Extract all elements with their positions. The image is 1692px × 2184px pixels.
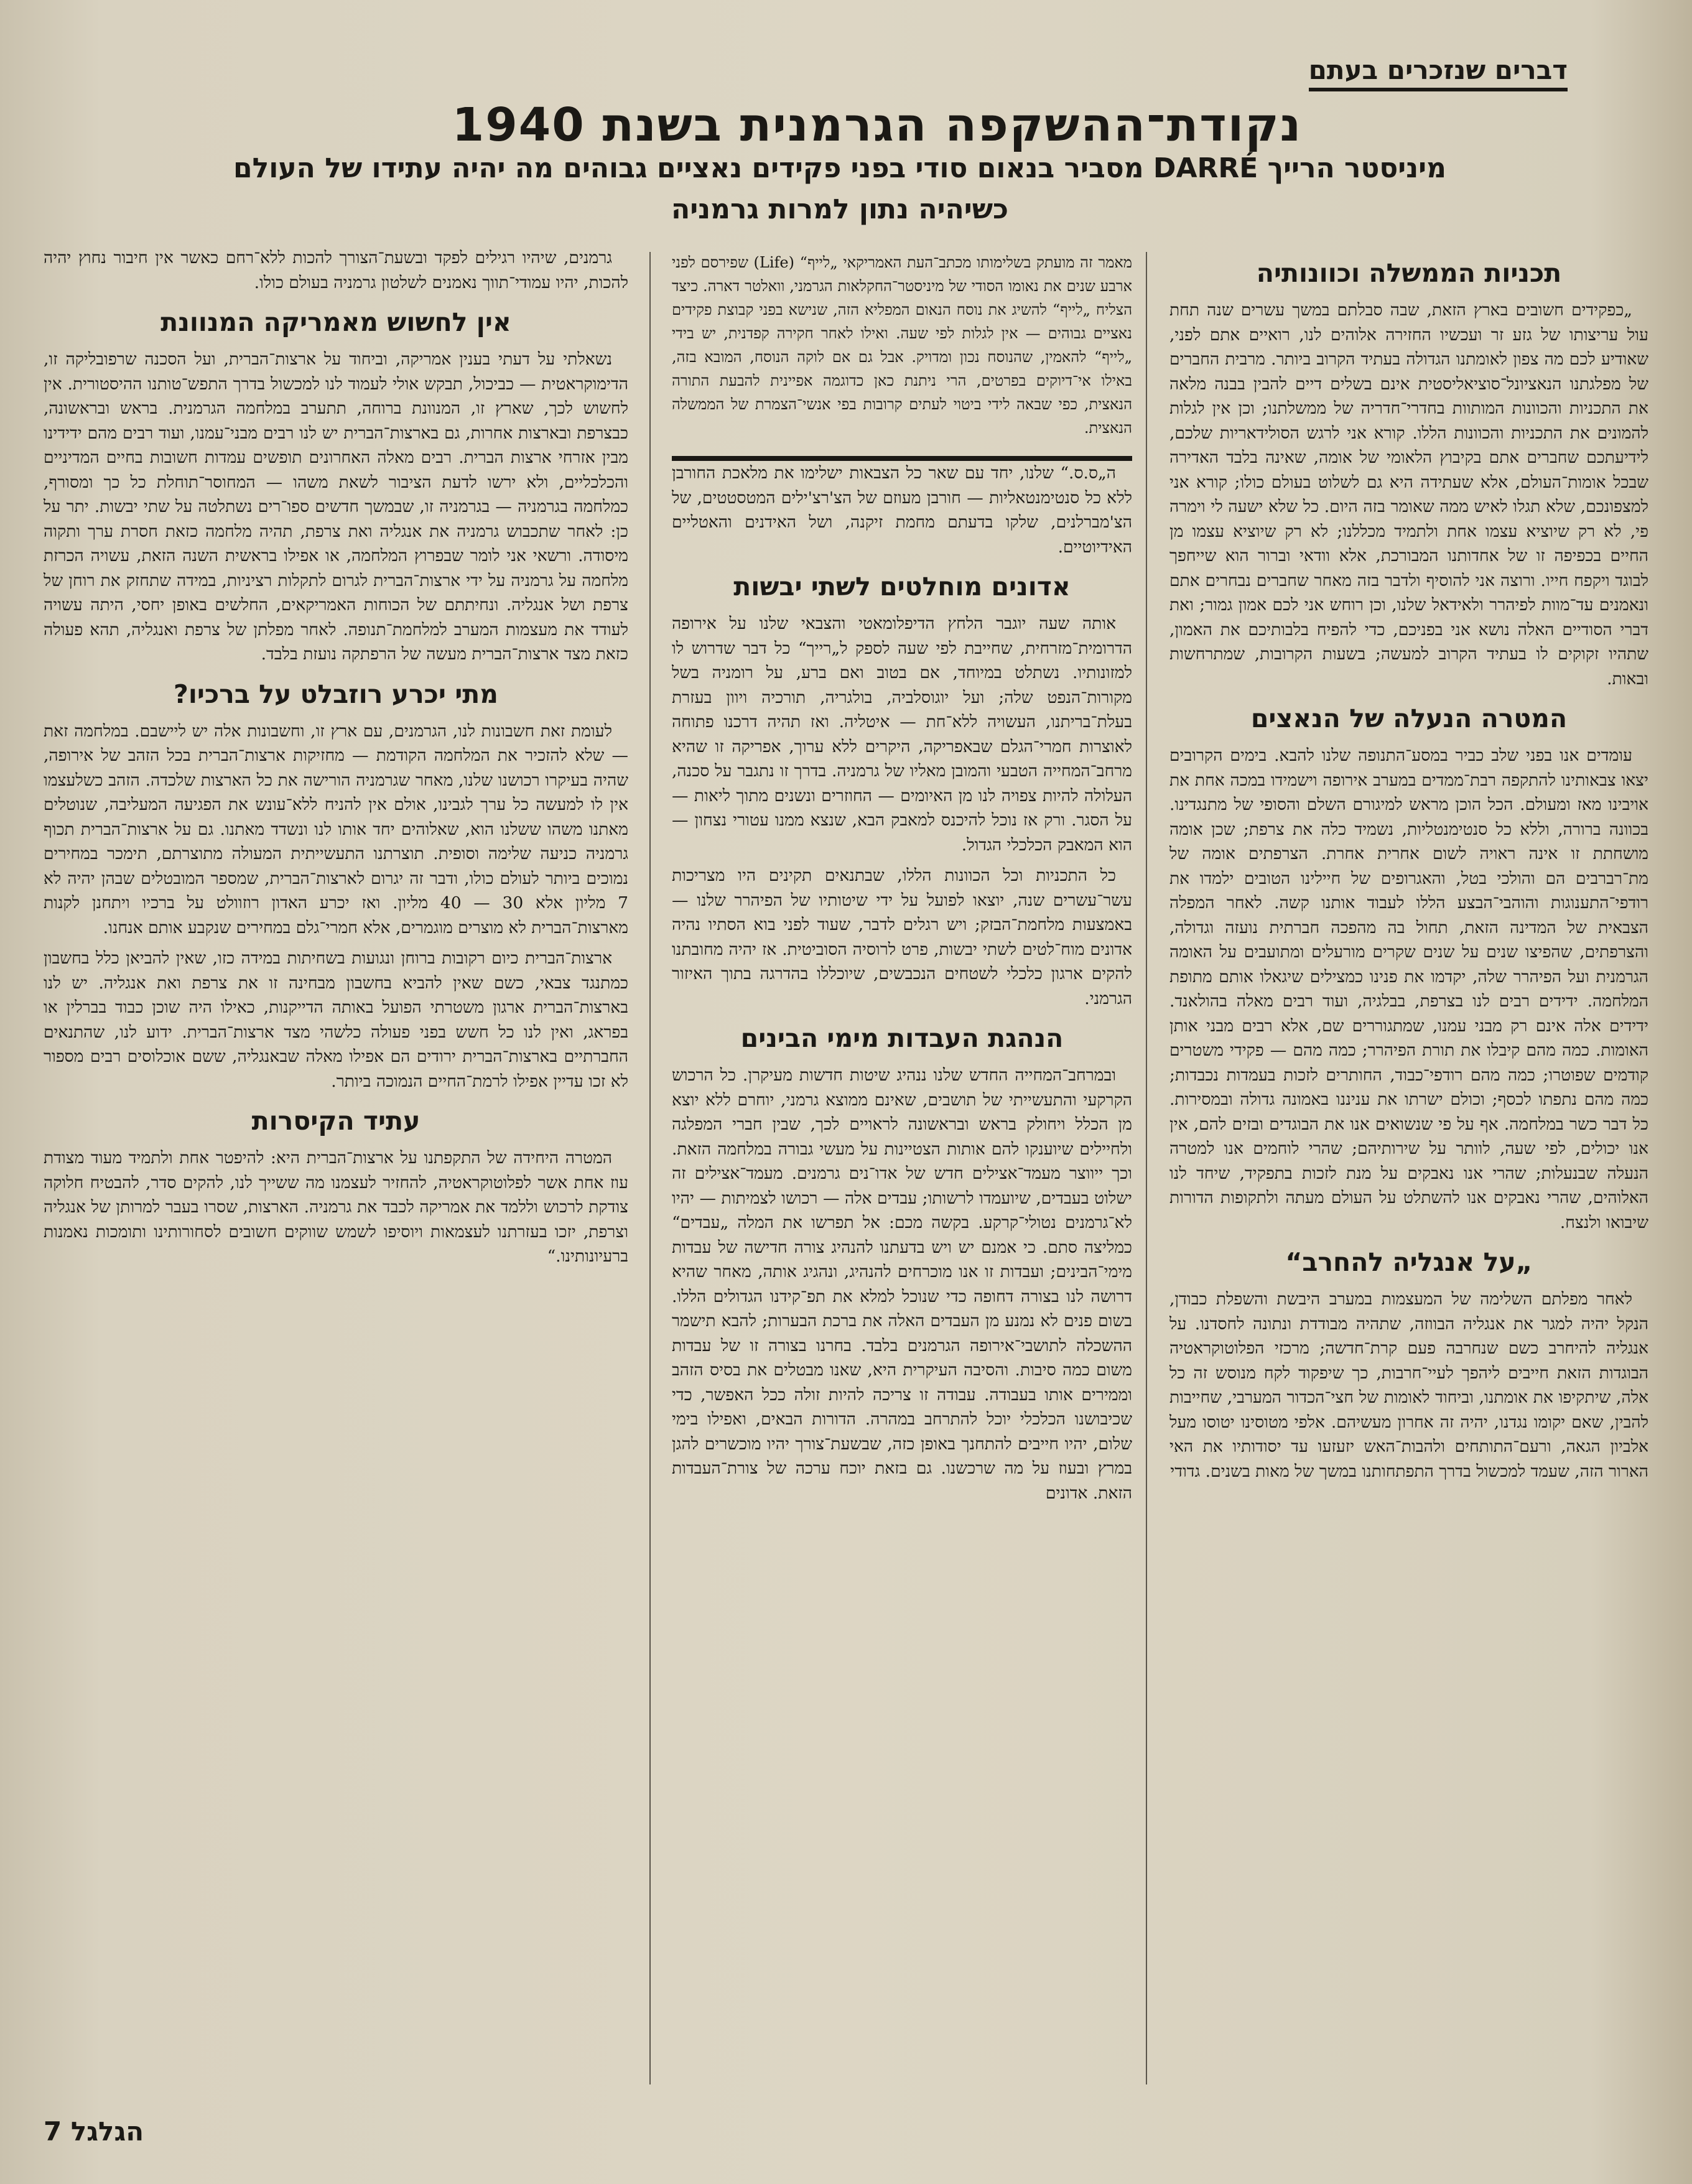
subheadline-line-2: כשיהיה נתון למרות גרמניה <box>671 193 1009 225</box>
section-kicker: דברים שנזכרים בעתם <box>1309 55 1568 91</box>
body-paragraph: ארצות־הברית כיום רקובות ברוחן ונגועות בשחיתות במידה כזו, שאין להביאן כלל בחשבון כמתנגד צבאי, כשם שאין להביא בחשבון מבחינה זו את צרפת ואת אנגליה. יש לנו בארצות־הברית ארגון משטרתי הפועל באותה הדייקנות, כאילו היה שוכן כבוד בברלין או בפראג, ואין לנו כל חשש בפני פעולה כלשהי מצד ארצות־הברית. ידוע לנו, שהתנאים החברתיים בארצות־הברית ירודים הם אפילו מאלה שבאנגליה, ששם אוכלוסים רבים מספור לא זכו עדיין אפילו לרמת־החיים הנמוכה ביותר. <box>44 949 628 1091</box>
headline: נקודת־ההשקפה הגרמנית בשנת 1940 <box>452 98 1303 152</box>
body-paragraph: כל התכניות וכל הכוונות הללו, שבתנאים תקינים היו מצריכות עשר־עשרים שנה, יוצאו לפועל על ידי שיטותיו של הפיהרר שלנו — באמצעות מלחמת־הבזק; ויש רגלים לדבר, שעוד לפני בוא הסתיו נהיה אדונים מוח־לטים לשתי יבשות, פרט לרוסיה הסוביטית. אז יהיה מחובתנו להקים ארגון כלכלי לשטחים הנכבשים, שיוכללו בהדרגה בתוך האיזור הגרמני. <box>672 866 1132 1008</box>
section-heading: תכניות הממשלה וכוונותיה <box>1256 258 1562 288</box>
column-rule <box>1146 252 1147 2084</box>
page-folio: הגלגל 7 <box>44 2116 144 2147</box>
body-paragraph: אותה שעה יוגבר הלחץ הדיפלומאטי והצבאי שלנו על אירופה הדרומית־מזרחית, שחייבת לפי שעה לספק ל„רייך“ כל דבר שדרוש לו למזונותיו. נשתלט במיוחד, אם בטוב ואם ברע, על רומניה בשל מקורות־הנפט שלה; ועל יוגוסלביה, בולגריה, תורכיה ויוון בעזרת בעלת־בריתנו, העשויה ללא־חת — איטליה. ואז תהיה דרכנו פתוחה לאוצרות חמרי־הגלם שבאפריקה, היקרים ללא ערוך, אפריקה זו שהיא מרחב־המחייה הטבעי והמובן מאליו של גרמניה. בדרך זו נתגבר על סכנה, העלולה להיות צפויה לנו מן האיומים — החוזרים ונשנים מתוך ליאות — על הסגר. ורק אז נוכל להיכנס למאבק הבא, שנצא ממנו עטורי נצחון — הוא המאבק הכלכלי הגדול. <box>672 614 1132 855</box>
section-heading: אין לחשוש מאמריקה המנוונת <box>160 307 511 337</box>
column-left <box>44 246 628 2109</box>
section-heading: הנהגת העבדות מימי הבינים <box>740 1023 1064 1053</box>
body-paragraph: „כפקידים חשובים בארץ הזאת, שבה סבלתם במשך עשרים שנה תחת עול עריצותו של גזע זר ועכשיו החזירה אלוהים לנו, רואיים אתם לפני, שאודיע לכם מה צפון לאומתנו הגדולה בעתיד הקרוב ביותר. מרבית החברים של מפלגתנו הנאציונל־סוציאליסטית אינם בשלים דיים להבין בבנה מלאה את התכניות והכוונות המותוות בחדרי־חדריה של ממשלתנו; וכן אין לגלות להמונים את התכניות והכוונות הללו. קורא אני לרגש הסולידאריות שלכם, לידיעתכם שחברים אתם בקיבוץ הלאומי של אומה, שאינה בלבד האדירה שבכל אומות־העולם, אלא שעתידה היא גם לשלוט בעולם כולו; קורא אני למצפונכם, שלא תגלו לאיש ממה שאומר בזה היום. כל שלא ישעה לי וימרה פי, לא רק שיוציא עצמו אחת ולתמיד מכללנו; לא רק שיוציא עצמו מן החיים בכפיפה זו של אחדותנו המבורכת, אלא וודאי וברור הוא שייחפך לבוגד ויקפח חייו. ורוצה אני להוסיף ולדבר בזה מאחר שחברים נבחרים אתם ונאמנים עד־מוות לפיהרר ולאידאל שלנו, וכן רוחש אני לכם אמון גמור; ואת דברי הסודיים האלה נושא אני בפניכם, כדי להפיח בלבותיכם את האמון, שתהיו זקוקים לו בעתיד הקרוב למעשה; בשעות הקרובות, שמתרחשות ובאות. <box>1169 300 1648 689</box>
column-rule <box>649 252 651 2084</box>
section-heading: „על אנגליה להחרב“ <box>1285 1247 1533 1277</box>
body-paragraph: עומדים אנו בפני שלב כביר במסע־התנופה שלנו להבא. בימים הקרובים יצאו צבאותינו להתקפה רבת־ממדים במערב אירופה וישמידו במכה אחת את אויבינו מאז ומעולם. הכל הוכן מראש למיגורם השלם והסופי של מתנגדינו. בכוונה ברורה, וללא כל סנטימנטליות, נשמיד כלה את צרפת; שכן אומה מושחתת זו אינה ראויה לשום אחרית אחרת. הצרפתים אומה של מת־רברבים הם והולכי בטל, והאגרופים של חיילינו הטובים ילמדו את רודפי־התענוגות והוהבי־הבצע הללו לעבוד אותנו קשה. לאחר המפלה הצבאית של המדינה הזאת, תחול בה מהפכה חברתית נועזה וגדולה, והצרפתים, שהפיצו שנים על שנים שקרים מורעלים ומתועבים על האומה הגרמנית ועל הפיהרר שלה, יקדמו את פנינו כמצילים שיגאלו אותם מתופת המלחמה. ידידים רבים לנו בצרפת, בבלגיה, ועוד רבים מאלה בהולאנד. ידידים אלה אינם רק מבני עמנו, שמתגוררים שם, אלא רבים מבני אותן האומות. כמה מהם קיבלו את תורת הפיהרר; כמה מהם — פקידי משטרים קודמים שפוטרו; כמה מהם רודפי־כבוד, החותרים לזכות בעמדות נכבדות; כמה מהם נתפתו לכסף; וכולם ישרתו את עניננו באמונה גדולה ובמסירות. כל דבר כשר במלחמה. אף על פי שנשואים אנו את הבוגדים ובזים להם, אין אנו יכולים, לפי שעה, לוותר על שירותיהם; שהרי לוחמים אנו למטרה הנעלה שבנעלות; שהרי אנו נאבקים על מנת לזכות בתפקיד, שיחד לנו האלוהים, שהרי נאבקים אנו להשתלט על העולם מעתה ולתקופות הדורות שיבואו ולנצח. <box>1169 746 1648 1232</box>
body-paragraph: לאחר מפלתם השלימה של המעצמות במערב היבשת והשפלת כבודן, הנקל יהיה למגר את אנגליה הבווזה, שתהיה מבודדת ונתונה לחסדנו. על אנגליה להיחרב כשם שנחרבה פעם קרת־חדשה; מרכזי הפלוטוקראטיה הבוגדות הזאת חייבים ליהפך לעיי־חרבות, כך שיפקוד לקח מנוסש זה כל אלה, שיתקיפו את אומתנו, וביחוד לאומות של חצי־הכדור המערבי, שחייבות להבין, שאם יקומו נגדנו, יהיה זה אחרון מעשיהם. אלפי מטוסינו יטוסו מעל אלביון הגאה, ורעם־התותחים ולהבות־האש יזעזעו עד יסודותיו את האי הארור הזה, שעמד למכשול בדרך התפתחותנו במשך של מאות בשנים. גדודי <box>1169 1289 1648 1481</box>
body-paragraph: נשאלתי על דעתי בענין אמריקה, וביחוד על ארצות־הברית, ועל הסכנה שרפובליקה זו, הדימוקראטית — כביכול, תבקש אולי לעמוד לנו למכשול בדרך התפש־טותנו ההיסטורית. אין לחשוש לכך, שארץ זו, המנוונת ברוחה, תתערב במלחמה הגרמנית. בראש ובראשונה, כבצרפת ובארצות אחרות, גם בארצות־הברית יש לנו רבים מבני־עמנו, ועוד רבים מהם ידידינו מבין אזרחי ארצות הברית. רבים מאלה האחרונים תופשים עמדות חשובות בחיים המדיניים והכלכליים, ולא ירשו לדעת הציבור לשאת משהו — המחוסר־תוחלת כל כך ומסורף, כמלחמה בגרמניה — בגרמניה זו, שבמשך חדשים ספו־רים נשתלטה על שתי יבשות. יתר על כן: לאחר שתכבוש גרמניה את אנגליה ואת צרפת, תהיה מלחמה כזאת חסרת ערך ותקוה מיסודה. ורשאי אני לומר שבפרוץ המלחמה, או אפילו בראשית השנה הזאת, עשויה הכרזת מלחמה על גרמניה על ידי ארצות־הברית לגרום לתקלות רציניות, במידה שתחזק את רוחן של צרפת ושל אנגליה. ונחיתתם של הכוחות האמריקאים, החלשים באופן יחסי, היתה עשויה לעודד את מעצמות המערב למלחמת־תנופה. לאחר מפלתן של צרפת ואנגליה, תהא פעולה כזאת מצד ארצות־הברית מעשה של הרפתקה נועזת בלבד. <box>44 350 628 664</box>
body-paragraph: ה„ס.ס.“ שלנו, יחד עם שאר כל הצבאות ישלימו את מלאכת החורבן ללא כל סנטימנטאליות — חורבן מעוזם של הצ'רצ'ילים המטסטטים, של הצ'מברלנים, שלקו בדעתם מחמת זיקנה, ושל האידנים והאטליים האידיוטיים. <box>672 463 1132 557</box>
subheadline-line-1: מיניסטר הרייך DARRÉ מסביר בנאום סודי בפני פקידים נאציים גבוהים מה יהיה עתידו של העולם <box>233 152 1446 184</box>
article-columns <box>44 246 1648 2109</box>
body-paragraph: ובמרחב־המחייה החדש שלנו ננהיג שיטות חדשות מעיקרן. כל הרכוש הקרקעי והתעשייתי של תושבים, שאינם ממוצא גרמני, יוחרם ללא יוצא מן הכלל ויחולק בראש ובראשונה לראויים לכך, שבין חברי המפלגה ולחיילים שיוענקו להם אותות הצטיינות על מעשי גבורה במלחמה הזאת. וכך ייווצר מעמד־אצילים חדש של אדו־נים גרמנים. מעמד־אצילים זה ישלוט בעבדים, שיועמדו לרשותו; עבדים אלה — רכושו לצמיתות — יהיו לא־גרמנים נטולי־קרקע. בקשה מכם: אל תפרשו את המלה „עבדים“ כמליצה סתם. כי אמנם יש ויש בדעתנו להנהיג צורה חדישה של עבדות מימי־הבינים; ועבדות זו אנו מוכרחים להנהיג, ונהגיג אותה, מאחר שהיא דרושה לנו בצורה דחופה כדי שנוכל למלא את תפ־קידנו הגדולים הללו. בשום פנים לא נמנע מן העבדים האלה את ברכת הבערות; להבא תישמר ההשכלה לתושבי־אירופה הגרמנים בלבד. בחרנו בצורה זו של עבדות משום כמה סיבות. והסיבה העיקרית היא, שאנו מבטלים את בסיס הזהב וממירים אותו בעבודה. עבודה זו צריכה להיות זולה ככל האפשר, כדי שכיבושנו הכלכלי יוכל להתרחב במהרה. הדורות הבאים, ואפילו בימי שלום, יהיו חייבים להתחנך באופן כזה, שבשעת־צורך יהיו מוכשרים להגן במרץ ובעוז על מה שרכשנו. גם בזאת יוכח ערכה של צורת־העבדות הזאת. אדונים <box>672 1066 1132 1503</box>
editor-intro: מאמר זה מועתק בשלימותו מכתב־העת האמריקאי „לייף“ (Life) שפירסם לפני ארבע שנים את נאומו הסודי של מיניסטר־החקלאות הגרמני, וואלטר דארה. כיצד הצליח „לייף“ להשיג את נוסח הנאום המפליא הזה, שנישא בפני קבוצת פקידים נאציים גבוהים — אין לגלות לפי שעה. ואילו לאחר חקירה קפדנית, יש בידי „לייף“ להאמין, שהנוסח נכון ומדויק. אבל גם אם לוקה הנוסח, המובא בזה, באילו אי־דיוקים בפרטים, הרי ניתנת כאן כדוגמה אפיינית להבעת התורה הנאצית, כפי שבאה לידי ביטוי לעתים קרובות בפי אנשי־הצמרת של הממשלה הנאצית. <box>672 251 1132 461</box>
column-middle <box>672 246 1132 2109</box>
section-heading: עתיד הקיסרות <box>251 1106 421 1136</box>
body-paragraph: המטרה היחידה של התקפתנו על ארצות־הברית היא: להיפטר אחת ולתמיד מעוד מצודת עוז אחת אשר לפלוטוקראטיה, להחזיר לעצמנו מה ששייך לנו, להקים סדר, להבטיח חלוקה צודקת לרכוש וללמד את אמריקה לכבד את גרמניה. הארצות, שסרו בעבר למרותן של אנגליה וצרפת, יזכו בעזרתנו לעצמאות ויוסיפו לשמש שווקים חשובים לסחורותינו ותומכות נאמנות ברעיונותינו.“ <box>44 1148 628 1266</box>
section-heading: מתי יכרע רוזבלט על ברכיו? <box>174 679 498 709</box>
section-heading: אדונים מוחלטים לשתי יבשות <box>733 572 1071 602</box>
section-heading: המטרה הנעלה של הנאצים <box>1250 704 1568 733</box>
body-paragraph: גרמנים, שיהיו רגילים לפקד ובשעת־הצורך להכות ללא־רחם כאשר אין חיבור נחוץ יהיה להכות, יהיו עמודי־תווך נאמנים לשלטון גרמניה בעולם כולו. <box>44 248 628 292</box>
column-right <box>1169 246 1648 2109</box>
body-paragraph: לעומת זאת חשבונות לנו, הגרמנים, עם ארץ זו, וחשבונות אלה יש ליישבם. במלחמה זאת — שלא להזכיר את המלחמה הקודמת — מחזיקות ארצות־הברית בכל הזהב של אירופה, שהיה בעיקרו רכושנו שלנו, מאחר שגרמניה הורישה את כל הארצות שלכדה. הזהב כשלעצמו אין לו למעשה כל ערך לגבינו, אולם אין להניח ללא־עונש את הפגיעה המעליבה, שנוטלים מאתנו משהו ששלנו הוא, שאלוהים יחד אותו לנו ונשדד מאתנו. גם על ארצות־הברית תכוף גרמניה כניעה שלימה וסופית. תוצרתנו התעשייתית המעולה מתוצרתם, תימכר במחירים נמוכים ביותר לעולם כולו, ודבר זה יגרום לארצות־הברית, שמספר המובטלים שבהן יהיה לא 7 מליון אלא 30 — 40 מליון. ואז יכרע האדון רוזוולט על ברכיו ויתחנן לקנות מארצות־הברית לא מוצרים מוגמרים, אלא חמרי־גלם במחירים שנקבע אותם אנחנו. <box>44 721 628 937</box>
subheadline <box>174 148 1505 230</box>
